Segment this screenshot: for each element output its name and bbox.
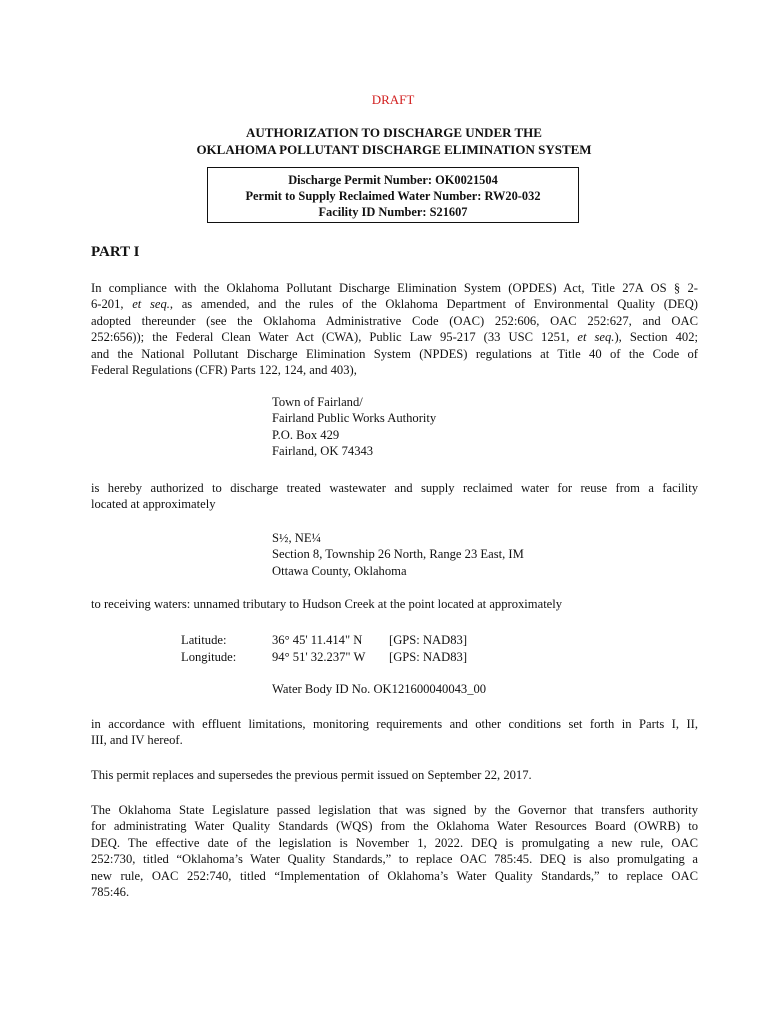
legislation-line: The Oklahoma State Legislature passed legislation that was signed by the Governor that transfers authority [91,803,698,817]
receiving-waters-statement: to receiving waters: unnamed tributary to Hudson Creek at the point located at approximately [91,597,563,611]
facility-location [272,530,524,579]
location-line: S½, NE¼ [272,531,321,545]
legislation-paragraph [91,802,698,900]
discharge-permit-number: Discharge Permit Number: OK0021504 [288,173,498,187]
address-line: Town of Fairland/ [272,395,363,409]
address-line: Fairland, OK 74343 [272,444,374,459]
longitude-value: 94° 51' 32.237" W [272,650,366,664]
latitude-value: 36° 45' 11.414" N [272,633,363,647]
conditions-line: III, and IV hereof. [91,733,183,748]
location-line: Section 8, Township 26 North, Range 23 East, IM [272,547,524,562]
legislation-line: 785:46. [91,885,130,900]
authorization-line: is hereby authorized to discharge treated wastewater and supply reclaimed water for reuse from a facility [91,481,698,495]
location-line: Ottawa County, Oklahoma [272,563,407,578]
address-line: Fairland Public Works Authority [272,411,437,426]
longitude-gps-datum: [GPS: NAD83] [389,650,468,664]
facility-id-number: Facility ID Number: S21607 [318,205,468,219]
permittee-address [272,394,436,460]
conditions-statement [91,716,698,749]
intro-line: Federal Regulations (CFR) Parts 122, 124, and 403), [91,363,357,378]
legislation-line: new rule, OAC 252:740, titled “Implementation of Oklahoma’s Water Quality Standards,” to replace OAC [91,868,698,883]
intro-line: 252:656)); the Federal Clean Water Act (CWA), Public Law 95-217 (33 USC 1251, et seq.), Section 402; [91,330,699,345]
permit-number-box [207,167,579,223]
legislation-line: DEQ. The effective date of the legislation is November 1, 2022. DEQ is promulgating a new rule, OAC [91,835,698,850]
draft-watermark-label: DRAFT [371,92,415,107]
conditions-line: in accordance with effluent limitations, monitoring requirements and other conditions set forth in Parts I, II, [91,717,698,731]
latitude-label: Latitude: [181,633,227,647]
legislation-line: 252:730, titled “Oklahoma’s Water Quality Standards,” to replace OAC 785:45. DEQ is also promulgating a [91,852,698,867]
title-line-1: AUTHORIZATION TO DISCHARGE UNDER THE [246,125,542,140]
latitude-gps-datum: [GPS: NAD83] [389,633,468,647]
water-body-id: Water Body ID No. OK121600040043_00 [272,682,487,696]
reclaimed-water-permit-number: Permit to Supply Reclaimed Water Number: RW20-032 [245,189,541,203]
intro-line: adopted thereunder (see the Oklahoma Administrative Code (OAC) 252:606, OAC 252:627, and OAC [91,313,698,328]
intro-line: 6-201, et seq., as amended, and the rules of the Oklahoma Department of Environmental Quality (DEQ) [91,297,698,312]
longitude-label: Longitude: [181,650,237,664]
intro-paragraph [91,280,698,378]
supersedes-statement: This permit replaces and supersedes the previous permit issued on September 22, 2017. [91,768,532,782]
authorization-statement [91,480,698,513]
intro-line: In compliance with the Oklahoma Pollutant Discharge Elimination System (OPDES) Act, Title 27A OS § 2- [91,281,698,295]
intro-line: and the National Pollutant Discharge Elimination System (NPDES) regulations at Title 40 of the Code of [91,346,698,361]
address-line: P.O. Box 429 [272,427,340,442]
title-line-2: OKLAHOMA POLLUTANT DISCHARGE ELIMINATION SYSTEM [196,142,592,157]
document-title [0,124,770,158]
authorization-line: located at approximately [91,497,216,512]
part-heading: PART I [91,244,140,260]
legislation-line: for administrating Water Quality Standards (WQS) from the Oklahoma Water Resources Board (OWRB) to [91,819,698,834]
